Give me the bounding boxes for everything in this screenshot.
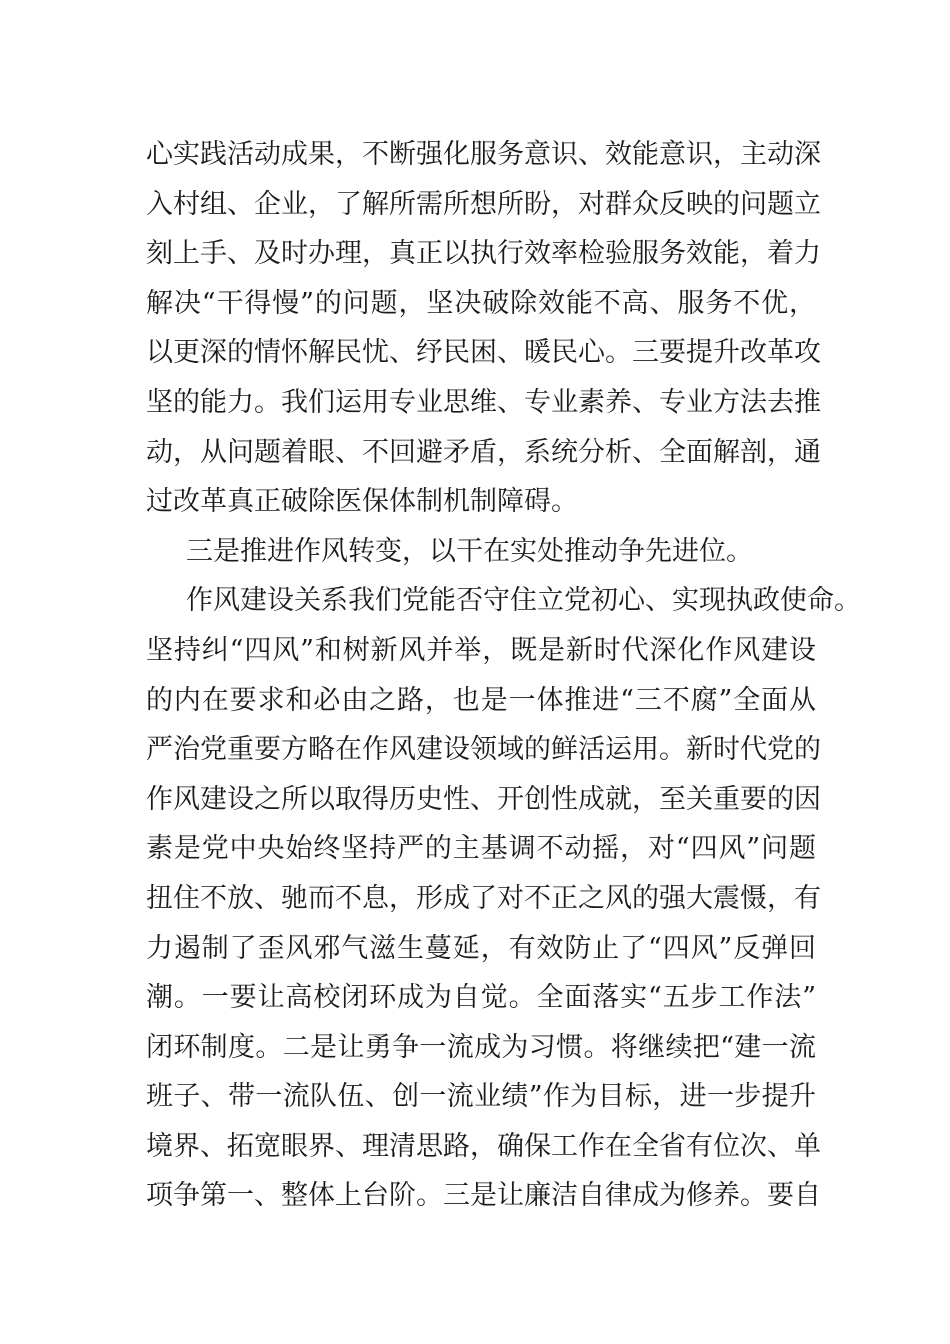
text-line: 坚的能力。我们运用专业思维、专业素养、专业方法去推 bbox=[146, 386, 821, 418]
text-line: 潮。一要让高校闭环成为自觉。全面落实“五步工作法” bbox=[146, 982, 816, 1014]
text-line: 的内在要求和必由之路，也是一体推进“三不腐”全面从 bbox=[146, 684, 816, 716]
text-line: 境界、拓宽眼界、理清思路，确保工作在全省有位次、单 bbox=[146, 1130, 821, 1162]
text-line: 严治党重要方略在作风建设领域的鲜活运用。新时代党的 bbox=[146, 734, 821, 766]
text-line: 扭住不放、驰而不息，形成了对不正之风的强大震慑，有 bbox=[146, 882, 821, 914]
text-line: 解决“干得慢”的问题，坚决破除效能不高、服务不优， bbox=[146, 287, 816, 319]
text-line: 项争第一、整体上台阶。三是让廉洁自律成为修养。要自 bbox=[146, 1180, 821, 1212]
text-line: 入村组、企业，了解所需所想所盼，对群众反映的问题立 bbox=[146, 188, 821, 220]
text-line: 闭环制度。二是让勇争一流成为习惯。将继续把“建一流 bbox=[146, 1031, 816, 1063]
text-line: 坚持纠“四风”和树新风并举，既是新时代深化作风建设 bbox=[146, 634, 816, 666]
document-body bbox=[146, 130, 861, 1221]
text-line: 动，从问题着眼、不回避矛盾，系统分析、全面解剖，通 bbox=[146, 436, 821, 468]
section-heading: 三是推进作风转变，以干在实处推动争先进位。 bbox=[186, 535, 753, 567]
text-line: 作风建设之所以取得历史性、开创性成就，至关重要的因 bbox=[146, 783, 821, 815]
text-line: 素是党中央始终坚持严的主基调不动摇，对“四风”问题 bbox=[146, 833, 816, 865]
text-line: 刻上手、及时办理，真正以执行效率检验服务效能，着力 bbox=[146, 238, 821, 270]
text-line: 作风建设关系我们党能否守住立党初心、实现执政使命。 bbox=[186, 585, 861, 617]
text-line: 心实践活动成果，不断强化服务意识、效能意识，主动深 bbox=[146, 139, 821, 170]
text-line: 力遏制了歪风邪气滋生蔓延，有效防止了“四风”反弹回 bbox=[146, 932, 816, 964]
text-line: 过改革真正破除医保体制机制障碍。 bbox=[146, 486, 578, 518]
text-line: 班子、带一流队伍、创一流业绩”作为目标，进一步提升 bbox=[146, 1081, 816, 1113]
text-line: 以更深的情怀解民忧、纾民困、暖民心。三要提升改革攻 bbox=[146, 337, 821, 369]
